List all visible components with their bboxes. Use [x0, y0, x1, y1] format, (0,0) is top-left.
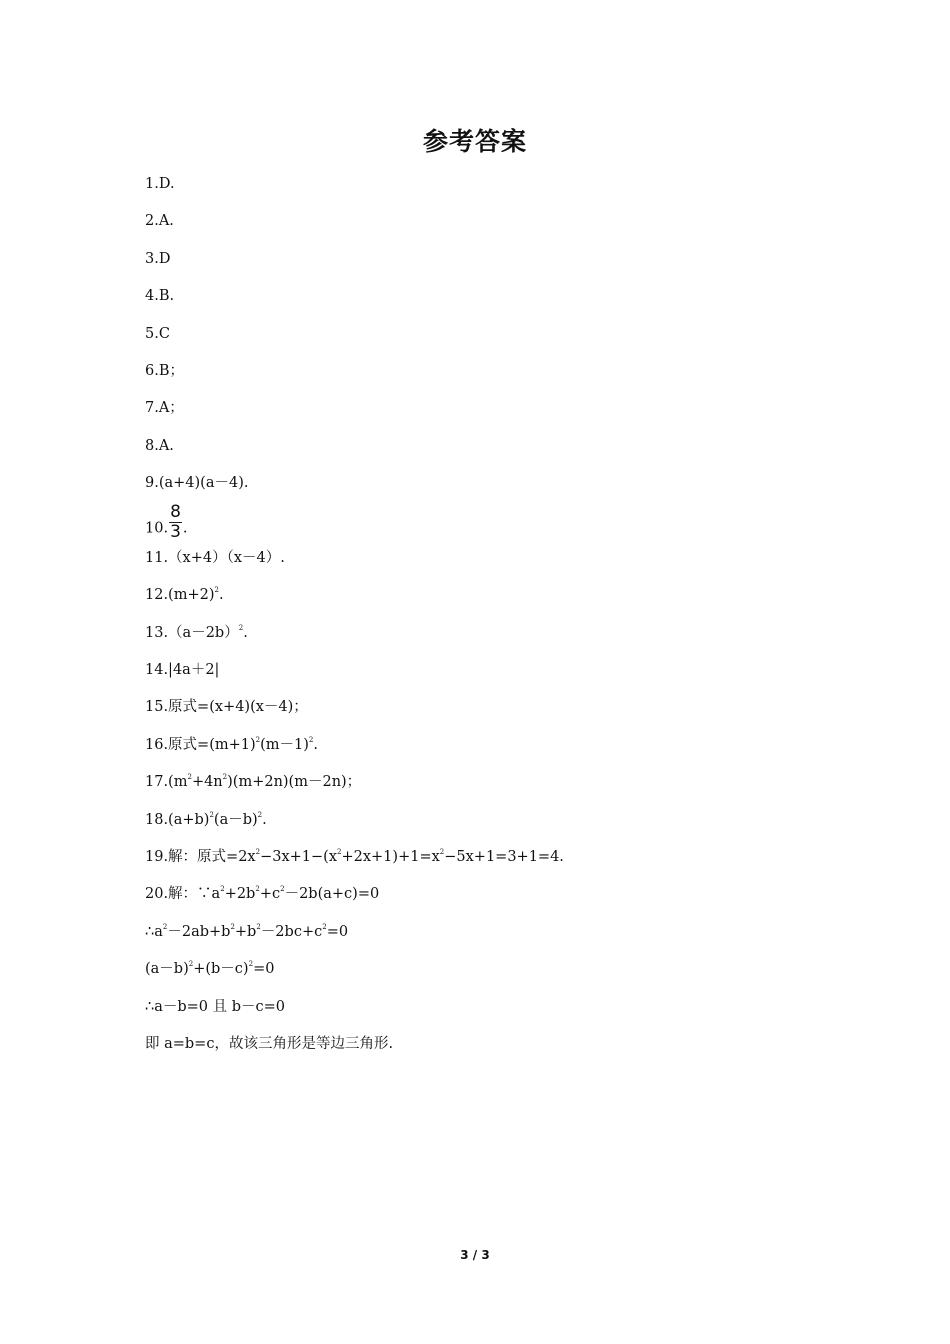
answer-text: 9.(a+4)(a－4).	[145, 475, 249, 492]
superscript: 2	[238, 623, 244, 632]
answer-text: 10.	[145, 520, 169, 537]
answer-text: 15.原式=(x+4)(x－4)；	[145, 699, 308, 716]
answer-list	[145, 173, 845, 1070]
superscript: 2	[187, 773, 192, 782]
answer-text: ∴a－b=0 且 b－c=0	[145, 998, 286, 1015]
answer-line	[145, 921, 845, 958]
fraction-numerator: 8	[170, 501, 181, 522]
superscript: 2	[257, 810, 263, 819]
answer-line	[145, 173, 845, 210]
answer-line	[145, 958, 845, 995]
document-title: 参考答案	[422, 127, 527, 156]
answer-line	[145, 622, 845, 659]
answer-text: 17.(m	[145, 774, 188, 791]
answer-text: 4.B.	[145, 288, 175, 305]
answer-line	[145, 846, 845, 883]
answer-text: 2.A.	[145, 213, 174, 230]
answer-text: 18.(a+b)	[145, 811, 210, 828]
answer-text: .	[313, 736, 318, 753]
answer-line	[145, 771, 845, 808]
answer-line	[145, 323, 845, 360]
answer-line	[145, 360, 845, 397]
answer-text: .	[262, 811, 267, 828]
answer-text: .	[243, 624, 248, 641]
answer-text: 14.|4a＋2|	[145, 662, 220, 679]
answer-line	[145, 435, 845, 472]
superscript: 2	[255, 885, 260, 894]
superscript: 2	[248, 960, 254, 969]
answer-line	[145, 210, 845, 247]
answer-text: =0	[326, 923, 349, 940]
superscript: 2	[256, 922, 261, 931]
answer-text: .	[218, 587, 224, 604]
superscript: 2	[439, 848, 445, 857]
answer-text: 20.解：∵a	[145, 886, 221, 903]
superscript: 2	[308, 735, 314, 744]
answer-line	[145, 996, 845, 1033]
answer-text: －2b(a+c)=0	[284, 886, 380, 903]
superscript: 2	[214, 586, 219, 595]
answer-text: 13.（a－2b）	[145, 624, 239, 641]
answer-line	[145, 734, 845, 771]
answer-text: +4n	[191, 774, 223, 791]
answer-text: 19.解：原式=2x	[145, 849, 256, 866]
answer-text: )(m+2n)(m－2n)；	[227, 774, 362, 791]
answer-text: (a－b)	[145, 961, 189, 978]
answer-text: －2bc+c	[260, 923, 323, 940]
superscript: 2	[255, 735, 261, 744]
answer-text: +b	[234, 923, 257, 940]
answer-text: ∴a	[145, 923, 163, 940]
answer-text: 即 a=b=c，故该三角形是等边三角形.	[145, 1035, 394, 1052]
answer-text: －2ab+b	[167, 923, 231, 940]
answer-text: 8.A.	[145, 437, 174, 454]
answer-line	[145, 883, 845, 920]
superscript: 2	[162, 922, 168, 931]
superscript: 2	[188, 960, 194, 969]
answer-text: +2x+1)+1=x	[341, 849, 440, 866]
answer-text: .	[182, 520, 188, 537]
answer-text: 3.D	[145, 250, 171, 267]
superscript: 2	[230, 922, 235, 931]
answer-line	[145, 1033, 845, 1070]
page-number: 3 / 3	[460, 1248, 490, 1262]
superscript: 2	[255, 848, 261, 857]
superscript: 2	[220, 885, 225, 894]
answer-line	[145, 809, 845, 846]
answer-text: 5.C	[145, 325, 170, 342]
answer-line	[145, 248, 845, 285]
answer-text: 6.B；	[145, 362, 184, 379]
answer-line	[145, 547, 845, 584]
answer-line	[145, 501, 845, 547]
answer-text: −5x+1=3+1=4.	[444, 849, 564, 866]
fraction	[169, 501, 182, 542]
superscript: 2	[322, 922, 327, 931]
answer-line	[145, 584, 845, 621]
answer-text: (m－1)	[260, 736, 309, 753]
superscript: 2	[337, 848, 342, 857]
answer-text: +c	[259, 886, 281, 903]
answer-text: (a－b)	[213, 811, 258, 828]
answer-line	[145, 472, 845, 509]
answer-line	[145, 696, 845, 733]
answer-line	[145, 397, 845, 434]
superscript: 2	[280, 885, 285, 894]
answer-text: 1.D.	[145, 176, 175, 192]
superscript: 2	[222, 773, 228, 782]
answer-text: 7.A；	[145, 400, 184, 417]
answer-text: 11.（x+4）（x－4）.	[145, 549, 285, 566]
superscript: 2	[209, 810, 214, 819]
answer-line	[145, 285, 845, 322]
answer-text: 16.原式=(m+1)	[145, 736, 256, 753]
answer-text: 12.(m+2)	[145, 587, 215, 604]
answer-text: +2b	[224, 886, 256, 903]
answer-text: +(b－c)	[193, 961, 249, 978]
answer-line	[145, 659, 845, 696]
answer-text: =0	[253, 961, 275, 978]
answer-text: −3x+1−(x	[260, 849, 338, 866]
fraction-denominator: 3	[170, 521, 181, 542]
